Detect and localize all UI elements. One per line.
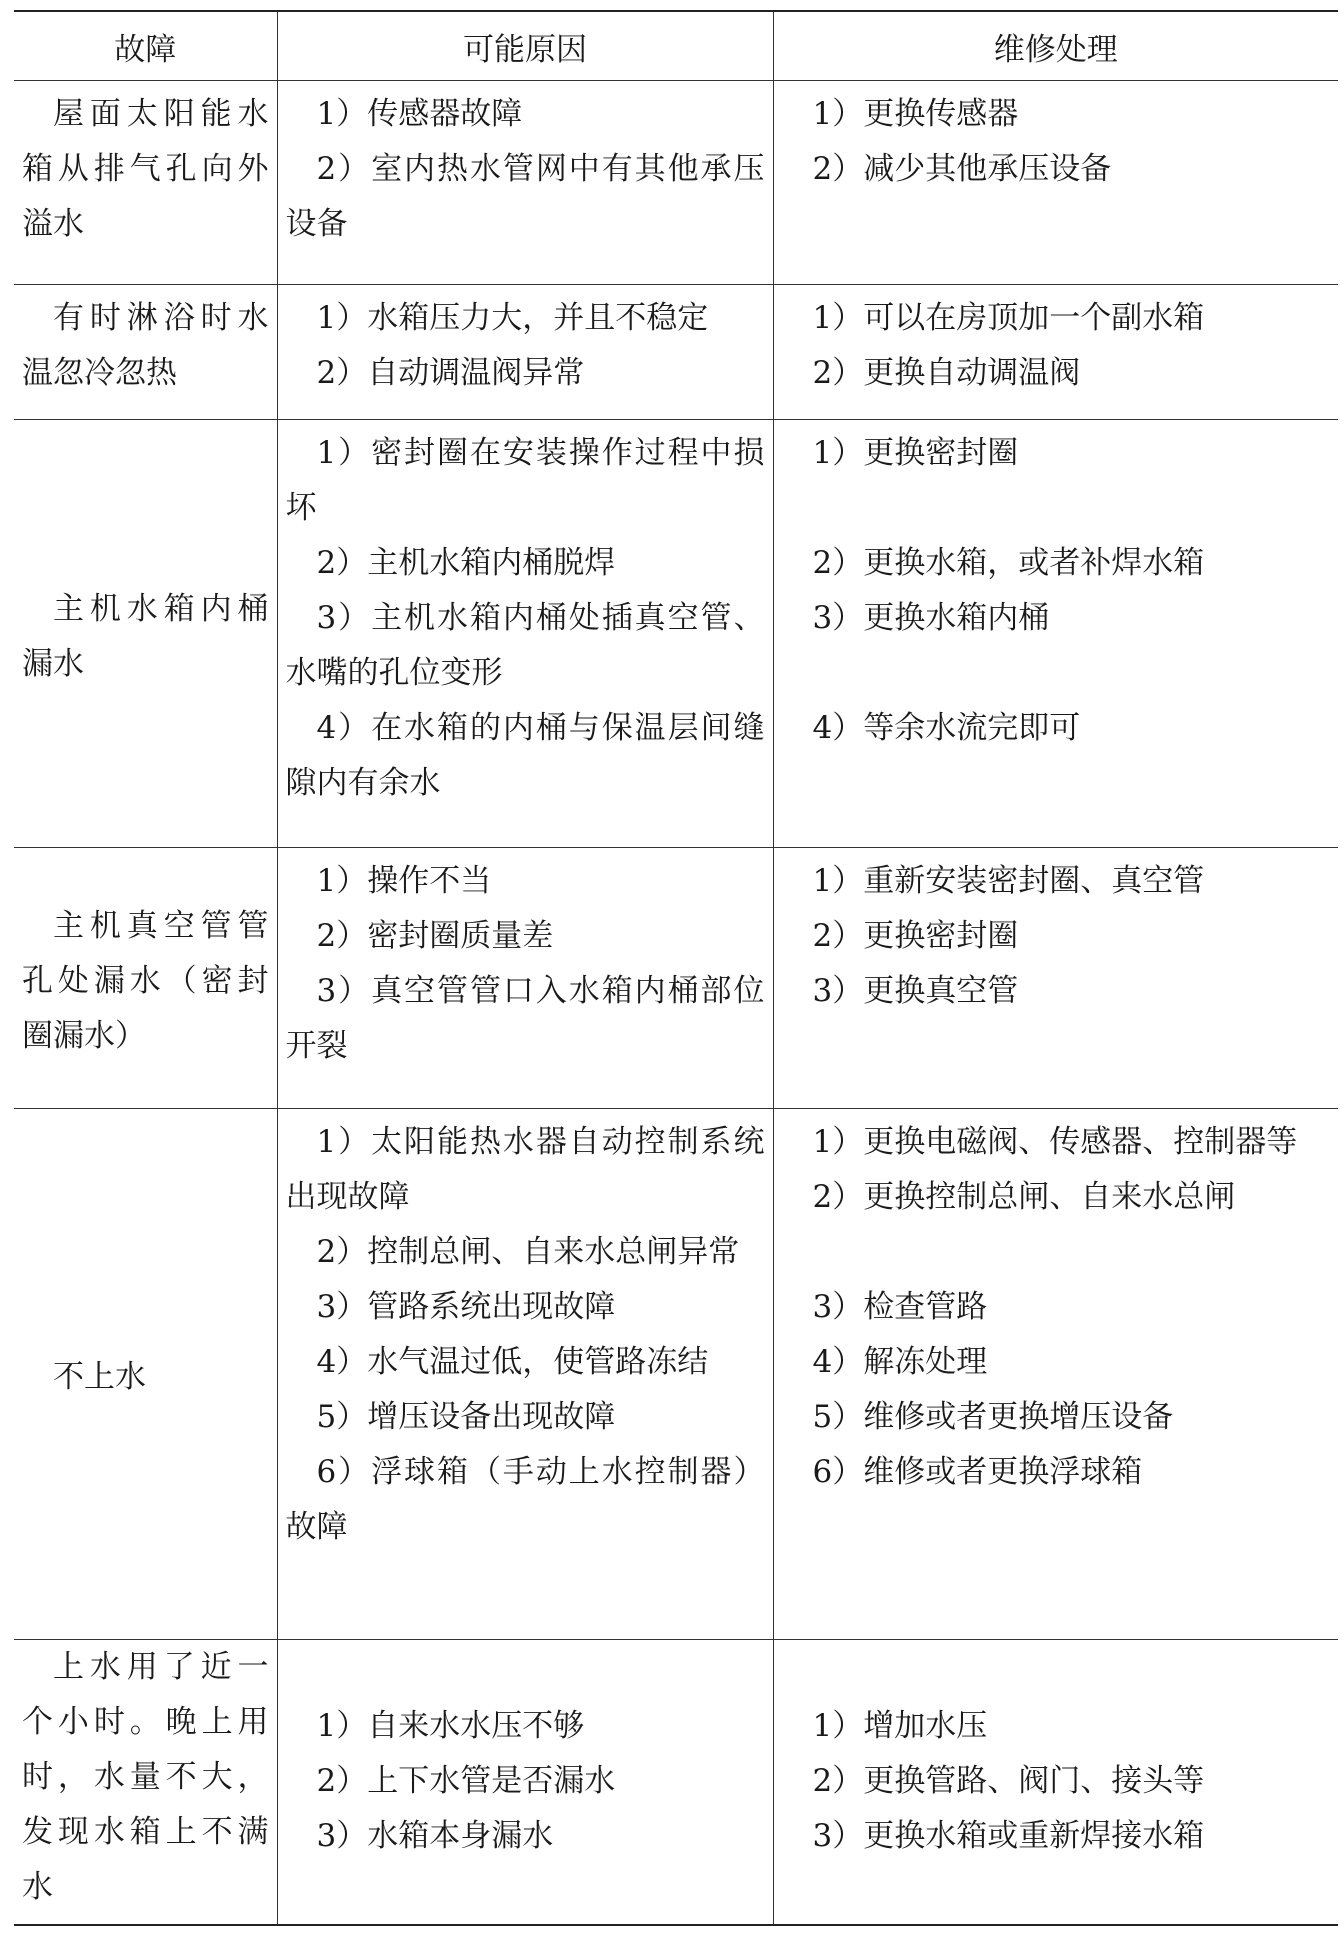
cause-cell [277,81,773,285]
fix-item: 2）更换水箱，或者补焊水箱 [812,545,1205,581]
fault-cell [14,848,277,1109]
fault-text: 上水用了近一个小时。晚上用时，水量不大，发现水箱上不满水 [22,1649,269,1905]
fix-item: 1）可以在房顶加一个副水箱 [812,300,1205,336]
fault-cell [14,81,277,285]
fault-text: 主机水箱内桶漏水 [22,590,269,682]
fix-item: 4）等余水流完即可 [812,710,1081,746]
cause-cell [277,848,773,1109]
fault-text: 不上水 [53,1358,146,1395]
fault-cell [14,1640,277,1925]
fix-item: 4）解冻处理 [812,1344,988,1380]
cause-item: 3）真空管管口入水箱内桶部位开裂 [285,973,765,1064]
table-row [14,848,1338,1109]
fault-cell [14,285,277,420]
fault-text: 屋面太阳能水箱从排气孔向外溢水 [22,96,269,242]
fix-item: 2）更换控制总闸、自来水总闸 [812,1179,1236,1215]
cause-item: 5）增压设备出现故障 [316,1399,616,1435]
fix-item: 2）更换密封圈 [812,918,1019,954]
table-row [14,420,1338,848]
header-fix: 维修处理 [773,11,1338,81]
fix-cell [773,1109,1338,1640]
fault-table [14,10,1338,1926]
cause-item: 1）操作不当 [316,863,492,899]
fix-item: 6）维修或者更换浮球箱 [812,1454,1143,1490]
fix-item: 1）更换传感器 [812,96,1019,132]
cause-item: 2）主机水箱内桶脱焊 [316,545,616,581]
table-row [14,1640,1338,1925]
cause-item: 3）主机水箱内桶处插真空管、水嘴的孔位变形 [285,600,765,691]
cause-item: 1）水箱压力大，并且不稳定 [316,300,709,336]
cause-item: 2）控制总闸、自来水总闸异常 [316,1234,740,1270]
fix-item: 2）更换自动调温阀 [812,355,1081,391]
fix-cell [773,81,1338,285]
fault-cell [14,1109,277,1640]
spacer [782,646,1331,701]
cause-item: 3）水箱本身漏水 [316,1818,554,1855]
cause-item: 4）在水箱的内桶与保温层间缝隙内有余水 [285,710,765,801]
fix-item: 3）更换水箱或重新焊接水箱 [812,1818,1205,1855]
fault-text: 有时淋浴时水温忽冷忽热 [22,300,269,391]
table-row [14,81,1338,285]
fix-item: 5）维修或者更换增压设备 [812,1399,1174,1435]
fix-item: 2）减少其他承压设备 [812,151,1112,187]
cause-item: 4）水气温过低，使管路冻结 [316,1344,709,1380]
fix-item: 3）更换水箱内桶 [812,600,1050,636]
table-row [14,1109,1338,1640]
cause-item: 3）管路系统出现故障 [316,1289,616,1325]
cause-cell [277,1109,773,1640]
fault-text: 主机真空管管孔处漏水（密封圈漏水） [22,907,269,1054]
fix-cell [773,1640,1338,1925]
fix-item: 3）检查管路 [812,1289,988,1325]
fix-item: 2）更换管路、阀门、接头等 [812,1763,1205,1800]
cause-item: 1）密封圈在安装操作过程中损坏 [285,435,765,526]
cause-item: 2）密封圈质量差 [316,918,554,954]
cause-item: 1）自来水水压不够 [316,1708,585,1745]
spacer [782,1225,1331,1280]
cause-item: 2）上下水管是否漏水 [316,1763,616,1800]
fault-cell [14,420,277,848]
fix-item: 1）重新安装密封圈、真空管 [812,863,1205,899]
header-cause: 可能原因 [277,11,773,81]
fix-cell [773,285,1338,420]
cause-cell [277,285,773,420]
cause-item: 2）自动调温阀异常 [316,355,585,391]
table-row [14,285,1338,420]
fix-item: 1）增加水压 [812,1708,988,1745]
fix-item: 1）更换电磁阀、传感器、控制器等 [812,1124,1298,1160]
fix-item: 3）更换真空管 [812,973,1019,1009]
spacer [782,481,1331,536]
table-header [14,11,1338,81]
fix-cell [773,848,1338,1109]
cause-item: 2）室内热水管网中有其他承压设备 [285,151,765,242]
fix-item: 1）更换密封圈 [812,435,1019,471]
cause-item: 1）传感器故障 [316,96,523,132]
cause-item: 6）浮球箱（手动上水控制器）故障 [285,1454,765,1545]
cause-item: 1）太阳能热水器自动控制系统出现故障 [285,1124,765,1215]
cause-cell [277,1640,773,1925]
fix-cell [773,420,1338,848]
header-fault: 故障 [14,11,277,81]
cause-cell [277,420,773,848]
